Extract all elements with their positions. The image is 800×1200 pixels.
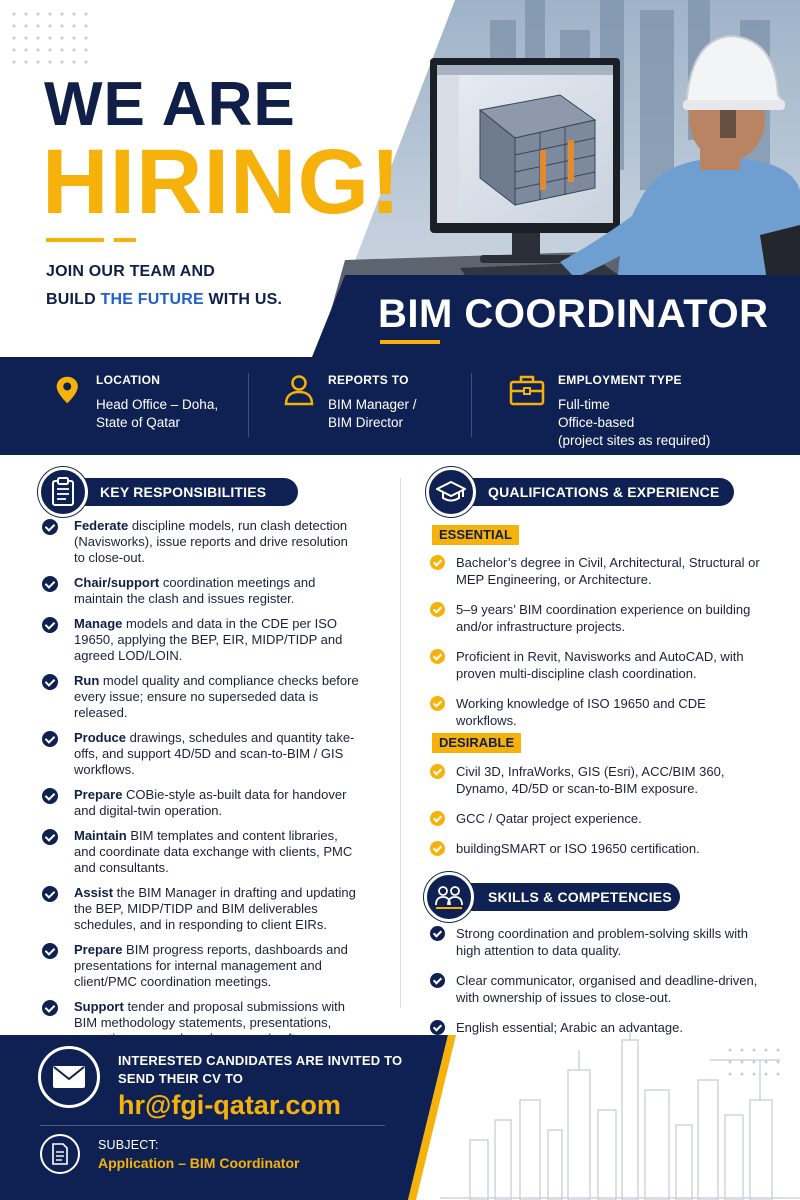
info-location (54, 373, 218, 432)
check-icon (42, 1000, 58, 1016)
city-skyline-illustration (440, 1030, 800, 1200)
role-title: BIM COORDINATOR (378, 292, 769, 336)
check-icon (430, 649, 445, 664)
item-text: Civil 3D, InfraWorks, GIS (Esri), ACC/BIM 360, Dynamo, 4D/5D or scan-to-BIM exposure. (456, 764, 725, 796)
info-employment-line2: Office-based (558, 415, 635, 430)
list-item (430, 810, 770, 827)
item-text: tender and proposal submissions with BIM methodology statements, presentations, (74, 999, 345, 1030)
check-icon (42, 519, 58, 535)
item-text: drawings, schedules and quantity take-offs, and support 4D/5D and scan-to-BIM / GIS workflows. (74, 730, 355, 777)
list-item (42, 828, 362, 876)
info-employment-type (508, 373, 710, 450)
item-keyword: Chair/support (74, 575, 160, 590)
list-item (430, 972, 770, 1006)
skills-heading: SKILLS & COMPETENCIES (432, 883, 680, 911)
item-keyword: Run (74, 673, 100, 688)
item-text: BIM templates and content libraries, and coordinate data exchange with clients, PMC and consultants. (74, 828, 353, 875)
headline-underline (46, 238, 136, 242)
check-icon (430, 696, 445, 711)
list-item (430, 840, 770, 857)
check-icon (42, 886, 58, 902)
headline-hiring: HIRING! (42, 131, 402, 233)
desirable-list (430, 763, 770, 870)
tagline-pre: BUILD (46, 291, 101, 308)
responsibilities-list (42, 518, 362, 1072)
item-text: models and data in the CDE per ISO 19650, applying the BEP, EIR, MIDP/TIDP and agreed LOD/LOIN. (74, 616, 343, 663)
list-item (42, 616, 362, 664)
item-text: Clear communicator, organised and deadline-driven, with ownership of issues to close-out. (456, 973, 758, 1005)
clipboard-icon (50, 477, 76, 507)
item-keyword: Prepare (74, 787, 123, 802)
check-icon (430, 926, 445, 941)
footer-divider (40, 1125, 385, 1126)
list-item (430, 695, 770, 729)
item-text: model quality and compliance checks before every issue; ensure no superseded data is released. (74, 673, 359, 720)
check-icon (42, 731, 58, 747)
info-employment-label: EMPLOYMENT TYPE (558, 373, 682, 387)
item-text: Working knowledge of ISO 19650 and CDE workflows. (456, 696, 706, 728)
team-icon (434, 883, 464, 911)
item-keyword: Prepare (74, 942, 123, 957)
item-text: Proficient in Revit, Navisworks and AutoCAD, with proven multi-discipline clash coordination. (456, 649, 744, 681)
briefcase-icon (508, 373, 546, 407)
info-employment-line1: Full-time (558, 397, 610, 412)
subject-value: Application – BIM Coordinator (98, 1155, 300, 1171)
tagline (46, 258, 282, 314)
list-item (42, 730, 362, 778)
info-employment-text (558, 373, 710, 450)
info-employment-line3: (project sites as required) (558, 433, 711, 448)
item-text: Strong coordination and problem-solving skills with high attention to data quality. (456, 926, 748, 958)
list-item (430, 925, 770, 959)
item-text: 5–9 years’ BIM coordination experience on building and/or infrastructure projects. (456, 602, 751, 634)
cta-line2: SEND THEIR CV TO (118, 1071, 244, 1086)
item-keyword: Maintain (74, 828, 127, 843)
cta-text (118, 1052, 402, 1088)
list-item (42, 787, 362, 819)
info-location-label: LOCATION (96, 373, 161, 387)
check-icon (430, 602, 445, 617)
info-reports-to-label: REPORTS TO (328, 373, 409, 387)
item-text: GCC / Qatar project experience. (456, 811, 642, 826)
tagline-post: WITH US. (203, 291, 283, 308)
mail-icon-badge (38, 1046, 100, 1108)
check-icon (42, 829, 58, 845)
qualifications-heading: QUALIFICATIONS & EXPERIENCE (432, 478, 734, 506)
skills-badge (424, 872, 474, 922)
map-pin-icon (54, 373, 84, 407)
graduation-cap-icon (436, 479, 466, 505)
item-text: COBie-style as-built data for handover and digital-twin operation. (74, 787, 347, 818)
list-item (430, 763, 770, 797)
document-icon (51, 1143, 69, 1165)
info-reports-to-line2: BIM Director (328, 415, 404, 430)
info-divider (471, 373, 472, 437)
check-icon (430, 841, 445, 856)
job-info-bar (0, 357, 800, 455)
person-icon (282, 373, 316, 407)
info-reports-to-text (328, 373, 417, 432)
check-icon (42, 617, 58, 633)
check-icon (430, 973, 445, 988)
list-item (430, 601, 770, 635)
cta-line1: INTERESTED CANDIDATES ARE INVITED TO (118, 1053, 403, 1068)
info-reports-to (282, 373, 417, 432)
item-keyword: Produce (74, 730, 127, 745)
document-icon-badge (40, 1134, 80, 1174)
decorative-dot-grid (8, 8, 88, 68)
list-item (42, 885, 362, 933)
responsibilities-heading: KEY RESPONSIBILITIES (44, 478, 298, 506)
item-text: buildingSMART or ISO 19650 certification. (456, 841, 700, 856)
tagline-line1: JOIN OUR TEAM AND (46, 263, 216, 280)
headline-underline-gap (104, 238, 114, 242)
check-icon (42, 943, 58, 959)
check-icon (430, 811, 445, 826)
qualifications-badge (426, 467, 476, 517)
info-reports-to-line1: BIM Manager / (328, 397, 417, 412)
check-icon (430, 764, 445, 779)
list-item (42, 673, 362, 721)
essential-tag: ESSENTIAL (432, 525, 519, 545)
desirable-tag: DESIRABLE (432, 733, 521, 753)
item-keyword: Support (74, 999, 124, 1014)
info-location-line2: State of Qatar (96, 415, 181, 430)
subject-label: SUBJECT: (98, 1138, 159, 1152)
tagline-accent: THE FUTURE (100, 291, 204, 308)
essential-list (430, 554, 770, 742)
list-item (430, 554, 770, 588)
item-keyword: Federate (74, 518, 129, 533)
item-keyword: Assist (74, 885, 114, 900)
column-divider (400, 478, 401, 1008)
check-icon (430, 555, 445, 570)
item-text: coordination meetings and maintain the clash and issues register. (74, 575, 316, 606)
contact-email-link[interactable]: hr@fgi-qatar.com (118, 1090, 341, 1120)
headline-we-are: WE ARE (44, 70, 296, 139)
item-text: the BIM Manager in drafting and updating the BEP, MIDP/TIDP and BIM deliverables schedules, and in responding to client EIRs. (74, 885, 356, 932)
item-keyword: Manage (74, 616, 123, 631)
check-icon (42, 788, 58, 804)
item-text: BIM progress reports, dashboards and presentations for internal management and client/PMC coordination meetings. (74, 942, 348, 989)
item-text: English essential; Arabic an advantage. (456, 1020, 683, 1035)
item-text: discipline models, run clash detection (Navisworks), issue reports and drive resolution to close-out. (74, 518, 348, 565)
item-text: Bachelor’s degree in Civil, Architectural, Structural or MEP Engineering, or Architecture. (456, 555, 760, 587)
info-location-line1: Head Office – Doha, (96, 397, 219, 412)
check-icon (42, 674, 58, 690)
check-icon (42, 576, 58, 592)
list-item (42, 942, 362, 990)
list-item (430, 648, 770, 682)
envelope-icon (52, 1065, 86, 1089)
hero-section (0, 0, 800, 357)
tagline-line2 (46, 286, 282, 314)
info-location-text (96, 373, 218, 432)
role-title-underline (380, 340, 440, 344)
info-divider (248, 373, 249, 437)
responsibilities-badge (38, 467, 88, 517)
list-item (42, 575, 362, 607)
list-item (42, 518, 362, 566)
